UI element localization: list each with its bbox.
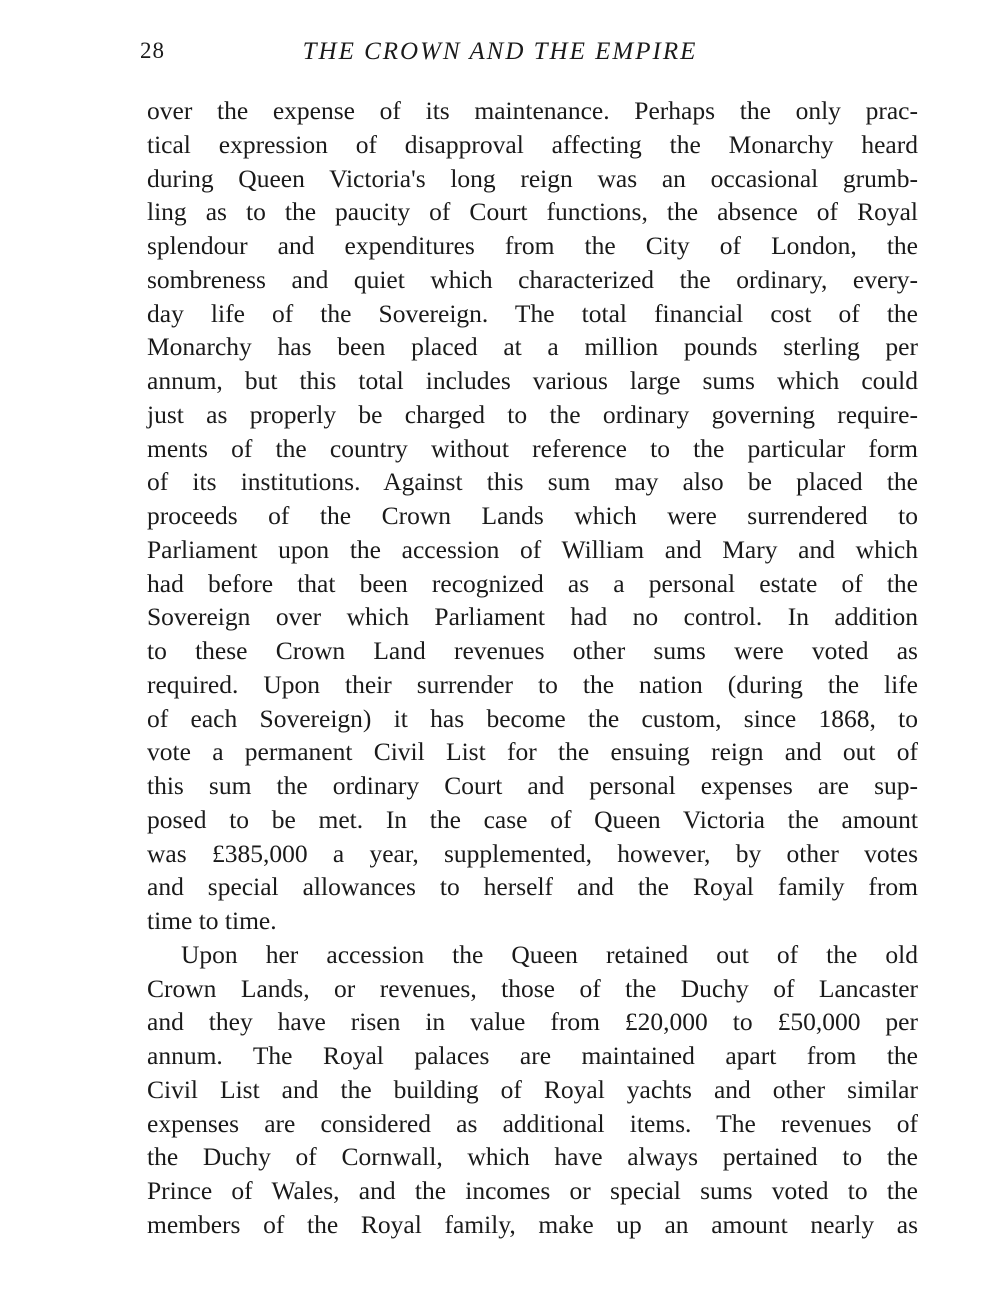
- text-line: Civil List and the building of Royal yachts and other similar: [147, 1074, 918, 1104]
- text-line: Crown Lands, or revenues, those of the Duchy of Lancaster: [147, 973, 918, 1003]
- text-line: posed to be met. In the case of Queen Victoria the amount: [147, 804, 918, 834]
- text-line: expenses are considered as additional items. The revenues of: [147, 1108, 918, 1138]
- text-line: and they have risen in value from £20,000 to £50,000 per: [147, 1007, 918, 1037]
- text-line: Upon her accession the Queen retained out of the old: [181, 939, 918, 969]
- text-line: had before that been recognized as a personal estate of the: [147, 568, 918, 598]
- text-line: sombreness and quiet which characterized the ordinary, every-: [147, 264, 918, 294]
- paragraph-2: [147, 938, 918, 1242]
- text-line: of each Sovereign) it has become the custom, since 1868, to: [147, 703, 918, 733]
- text-line: to these Crown Land revenues other sums were voted as: [147, 636, 918, 665]
- page-body: [147, 94, 918, 1242]
- page-number: 28: [140, 38, 165, 63]
- text-line: of its institutions. Against this sum may also be placed the: [147, 467, 918, 497]
- text-line: annum, but this total includes various large sums which could: [147, 366, 918, 395]
- text-line: ments of the country without reference to the particular form: [147, 433, 918, 463]
- text-line: vote a permanent Civil List for the ensuing reign and out of: [147, 737, 918, 767]
- text-line: splendour and expenditures from the City of London, the: [147, 231, 918, 260]
- text-line: and special allowances to herself and the Royal family from: [147, 872, 918, 902]
- paragraph-1: [147, 94, 918, 938]
- text-line: proceeds of the Crown Lands which were surrendered to: [147, 501, 918, 530]
- text-line: time to time.: [147, 906, 277, 935]
- text-line: day life of the Sovereign. The total financial cost of the: [147, 298, 918, 328]
- text-line: this sum the ordinary Court and personal expenses are sup-: [147, 771, 918, 800]
- text-line: during Queen Victoria's long reign was an occasional grumb-: [147, 163, 918, 193]
- text-line: was £385,000 a year, supplemented, however, by other votes: [147, 838, 918, 868]
- text-line: Monarchy has been placed at a million pounds sterling per: [147, 332, 918, 362]
- text-line: Sovereign over which Parliament had no control. In addition: [147, 602, 918, 632]
- text-line: tical expression of disapproval affecting the Monarchy heard: [147, 129, 918, 159]
- text-line: over the expense of its maintenance. Perhaps the only prac-: [147, 96, 918, 125]
- text-line: members of the Royal family, make up an amount nearly as: [147, 1209, 918, 1239]
- text-line: just as properly be charged to the ordinary governing require-: [147, 399, 918, 429]
- text-line: ling as to the paucity of Court functions, the absence of Royal: [147, 197, 918, 227]
- text-line: Parliament upon the accession of William and Mary and which: [147, 534, 918, 564]
- text-line: the Duchy of Cornwall, which have always pertained to the: [147, 1142, 918, 1172]
- text-line: required. Upon their surrender to the nation (during the life: [147, 669, 918, 699]
- running-title: THE CROWN AND THE EMPIRE: [302, 38, 698, 65]
- text-line: Prince of Wales, and the incomes or special sums voted to the: [147, 1176, 918, 1205]
- text-line: annum. The Royal palaces are maintained apart from the: [147, 1041, 918, 1070]
